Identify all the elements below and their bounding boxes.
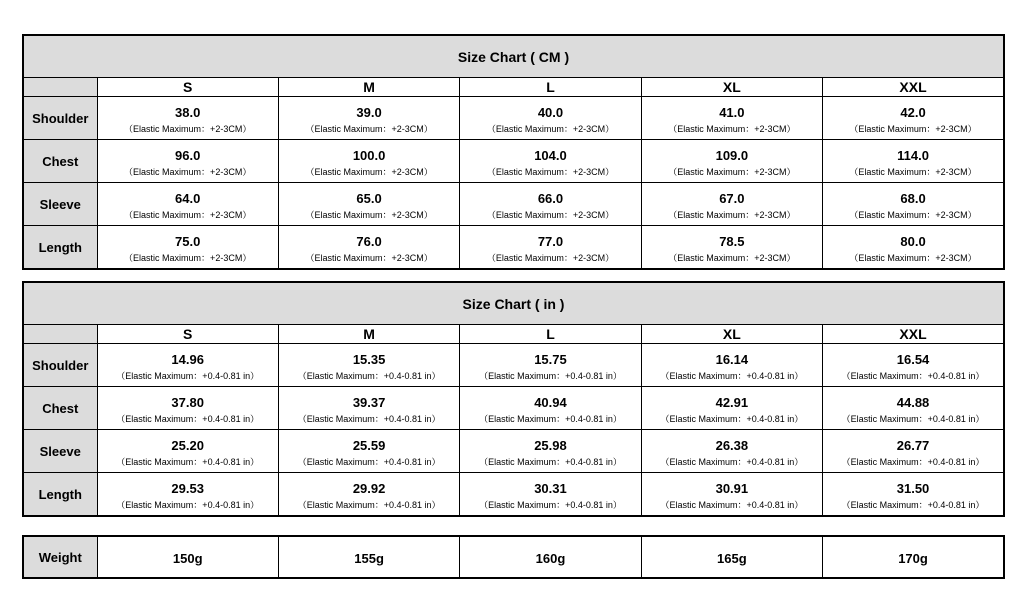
- cell-note: （Elastic Maximum：+0.4-0.81 in）: [297, 413, 441, 424]
- table-cell: [823, 97, 1004, 140]
- weight-cell: [278, 536, 459, 578]
- cell-value: 170g: [898, 550, 928, 566]
- cell-value: 15.75: [534, 351, 567, 367]
- cell-value: 78.5: [719, 233, 745, 249]
- table-title: Size Chart ( in ): [23, 282, 1004, 325]
- cell-value: 104.0: [534, 147, 567, 163]
- cell-note: （Elastic Maximum：+2-3CM）: [305, 209, 433, 220]
- table-cell: [823, 344, 1004, 387]
- cell-note: （Elastic Maximum：+0.4-0.81 in）: [116, 456, 260, 467]
- table-cell: [641, 344, 822, 387]
- table-cell: [460, 473, 641, 517]
- cell-note: （Elastic Maximum：+0.4-0.81 in）: [660, 413, 804, 424]
- table-cell: [823, 140, 1004, 183]
- table-row: [23, 344, 1004, 387]
- table-cell: [278, 387, 459, 430]
- cell-value: 25.59: [352, 437, 386, 453]
- row-label-chest: Chest: [23, 387, 97, 430]
- table-cell: [278, 97, 459, 140]
- cell-value: 68.0: [900, 190, 926, 206]
- table-cell: [641, 97, 822, 140]
- cell-value: 26.77: [896, 437, 930, 453]
- cell-note: （Elastic Maximum：+2-3CM）: [668, 166, 796, 177]
- table-cell: [97, 183, 278, 226]
- table-cell: [460, 387, 641, 430]
- table-title: Size Chart ( CM ): [23, 35, 1004, 78]
- table-cell: [641, 430, 822, 473]
- cell-value: 39.37: [352, 394, 386, 410]
- table-cell: [641, 387, 822, 430]
- cell-value: 77.0: [537, 233, 564, 249]
- cell-value: 26.38: [715, 437, 749, 453]
- cell-value: 15.35: [352, 351, 386, 367]
- cell-value: 96.0: [175, 147, 201, 163]
- table-row: [23, 183, 1004, 226]
- weight-cell: [460, 536, 641, 578]
- cell-note: （Elastic Maximum：+0.4-0.81 in）: [297, 499, 441, 510]
- table-cell: [823, 430, 1004, 473]
- table-cell: [460, 226, 641, 270]
- size-header-m: M: [278, 78, 459, 97]
- cell-note: （Elastic Maximum：+2-3CM）: [124, 166, 252, 177]
- cell-note: （Elastic Maximum：+2-3CM）: [668, 123, 796, 134]
- cell-note: （Elastic Maximum：+0.4-0.81 in）: [116, 413, 260, 424]
- cell-value: 38.0: [175, 104, 201, 120]
- cell-note: （Elastic Maximum：+0.4-0.81 in）: [479, 370, 622, 381]
- row-label-shoulder: Shoulder: [23, 344, 97, 387]
- cell-note: （Elastic Maximum：+2-3CM）: [486, 166, 615, 177]
- table-cell: [278, 226, 459, 270]
- cell-value: 42.91: [715, 394, 749, 410]
- table-cell: [97, 140, 278, 183]
- table-row: [23, 97, 1004, 140]
- cell-note: （Elastic Maximum：+2-3CM）: [305, 123, 433, 134]
- cell-value: 16.54: [896, 351, 930, 367]
- table-row: [23, 387, 1004, 430]
- cell-note: （Elastic Maximum：+0.4-0.81 in）: [116, 499, 260, 510]
- table-cell: [97, 97, 278, 140]
- row-label-weight: Weight: [23, 536, 97, 578]
- cell-value: 67.0: [719, 190, 745, 206]
- cell-value: 165g: [717, 550, 747, 566]
- table-cell: [641, 183, 822, 226]
- cell-note: （Elastic Maximum：+2-3CM）: [305, 252, 433, 263]
- cell-note: （Elastic Maximum：+0.4-0.81 in）: [116, 370, 260, 381]
- cell-note: （Elastic Maximum：+0.4-0.81 in）: [841, 413, 985, 424]
- table-cell: [460, 183, 641, 226]
- cell-value: 30.31: [534, 480, 567, 496]
- cell-value: 155g: [354, 550, 384, 566]
- cell-note: （Elastic Maximum：+2-3CM）: [849, 166, 977, 177]
- table-cell: [823, 183, 1004, 226]
- table-cell: [278, 344, 459, 387]
- size-header-l: L: [460, 78, 641, 97]
- cell-note: （Elastic Maximum：+2-3CM）: [486, 252, 615, 263]
- cell-value: 16.14: [715, 351, 749, 367]
- cell-value: 37.80: [171, 394, 204, 410]
- size-chart-in-table: [22, 281, 1005, 517]
- cell-value: 31.50: [896, 480, 930, 496]
- cell-value: 100.0: [352, 147, 386, 163]
- cell-value: 25.20: [171, 437, 204, 453]
- table-cell: [97, 430, 278, 473]
- cell-value: 76.0: [356, 233, 382, 249]
- table-cell: [823, 387, 1004, 430]
- size-header-xl: XL: [641, 78, 822, 97]
- cell-note: （Elastic Maximum：+0.4-0.81 in）: [841, 370, 985, 381]
- cell-value: 14.96: [171, 351, 204, 367]
- cell-note: （Elastic Maximum：+2-3CM）: [305, 166, 433, 177]
- weight-table: [22, 535, 1005, 579]
- cell-value: 25.98: [534, 437, 567, 453]
- cell-value: 29.53: [171, 480, 204, 496]
- table-cell: [641, 473, 822, 517]
- cell-note: （Elastic Maximum：+0.4-0.81 in）: [479, 499, 622, 510]
- table-cell: [97, 344, 278, 387]
- cell-note: （Elastic Maximum：+2-3CM）: [486, 209, 615, 220]
- table-cell: [460, 140, 641, 183]
- cell-note: （Elastic Maximum：+0.4-0.81 in）: [479, 456, 622, 467]
- table-cell: [278, 140, 459, 183]
- table-cell: [278, 183, 459, 226]
- table-cell: [278, 430, 459, 473]
- size-chart-cm-table: [22, 34, 1005, 270]
- table-cell: [97, 387, 278, 430]
- cell-note: （Elastic Maximum：+2-3CM）: [849, 209, 977, 220]
- cell-value: 150g: [172, 550, 203, 566]
- cell-note: （Elastic Maximum：+2-3CM）: [124, 209, 252, 220]
- cell-note: （Elastic Maximum：+0.4-0.81 in）: [660, 370, 804, 381]
- size-header-m: M: [278, 325, 459, 344]
- cell-value: 80.0: [900, 233, 926, 249]
- cell-note: （Elastic Maximum：+0.4-0.81 in）: [297, 370, 441, 381]
- row-label-sleeve: Sleeve: [23, 183, 97, 226]
- table-cell: [641, 226, 822, 270]
- cell-value: 40.0: [537, 104, 564, 120]
- row-label-sleeve: Sleeve: [23, 430, 97, 473]
- cell-value: 44.88: [896, 394, 930, 410]
- header-corner: [23, 78, 97, 97]
- cell-value: 75.0: [175, 233, 201, 249]
- cell-value: 42.0: [900, 104, 926, 120]
- cell-value: 30.91: [715, 480, 749, 496]
- cell-note: （Elastic Maximum：+0.4-0.81 in）: [297, 456, 441, 467]
- table-cell: [278, 473, 459, 517]
- size-header-xxl: XXL: [823, 78, 1004, 97]
- cell-note: （Elastic Maximum：+0.4-0.81 in）: [841, 499, 985, 510]
- table-cell: [823, 226, 1004, 270]
- cell-note: （Elastic Maximum：+2-3CM）: [668, 252, 796, 263]
- cell-value: 66.0: [537, 190, 564, 206]
- cell-note: （Elastic Maximum：+2-3CM）: [668, 209, 796, 220]
- table-row: [23, 536, 1004, 578]
- cell-note: （Elastic Maximum：+0.4-0.81 in）: [841, 456, 985, 467]
- cell-value: 40.94: [534, 394, 567, 410]
- table-row: [23, 473, 1004, 517]
- table-cell: [823, 473, 1004, 517]
- cell-note: （Elastic Maximum：+0.4-0.81 in）: [479, 413, 622, 424]
- table-cell: [460, 97, 641, 140]
- cell-value: 114.0: [897, 147, 929, 163]
- cell-note: （Elastic Maximum：+2-3CM）: [124, 123, 252, 134]
- table-cell: [641, 140, 822, 183]
- cell-note: （Elastic Maximum：+0.4-0.81 in）: [660, 499, 804, 510]
- table-cell: [460, 430, 641, 473]
- table-cell: [460, 344, 641, 387]
- cell-note: （Elastic Maximum：+2-3CM）: [849, 252, 977, 263]
- size-header-s: S: [97, 325, 278, 344]
- cell-note: （Elastic Maximum：+0.4-0.81 in）: [660, 456, 804, 467]
- row-label-chest: Chest: [23, 140, 97, 183]
- cell-value: 41.0: [719, 104, 745, 120]
- size-header-s: S: [97, 78, 278, 97]
- row-label-length: Length: [23, 226, 97, 270]
- size-header-xxl: XXL: [823, 325, 1004, 344]
- cell-value: 160g: [535, 550, 566, 566]
- cell-note: （Elastic Maximum：+2-3CM）: [849, 123, 977, 134]
- cell-value: 39.0: [356, 104, 382, 120]
- header-corner: [23, 325, 97, 344]
- table-cell: [97, 473, 278, 517]
- weight-cell: [823, 536, 1004, 578]
- table-row: [23, 430, 1004, 473]
- cell-value: 29.92: [352, 480, 386, 496]
- size-header-l: L: [460, 325, 641, 344]
- table-row: [23, 226, 1004, 270]
- cell-note: （Elastic Maximum：+2-3CM）: [124, 252, 252, 263]
- cell-note: （Elastic Maximum：+2-3CM）: [486, 123, 615, 134]
- weight-cell: [97, 536, 278, 578]
- table-row: [23, 140, 1004, 183]
- cell-value: 65.0: [356, 190, 382, 206]
- table-cell: [97, 226, 278, 270]
- row-label-length: Length: [23, 473, 97, 517]
- cell-value: 109.0: [715, 147, 749, 163]
- row-label-shoulder: Shoulder: [23, 97, 97, 140]
- weight-cell: [641, 536, 822, 578]
- cell-value: 64.0: [175, 190, 201, 206]
- size-header-xl: XL: [641, 325, 822, 344]
